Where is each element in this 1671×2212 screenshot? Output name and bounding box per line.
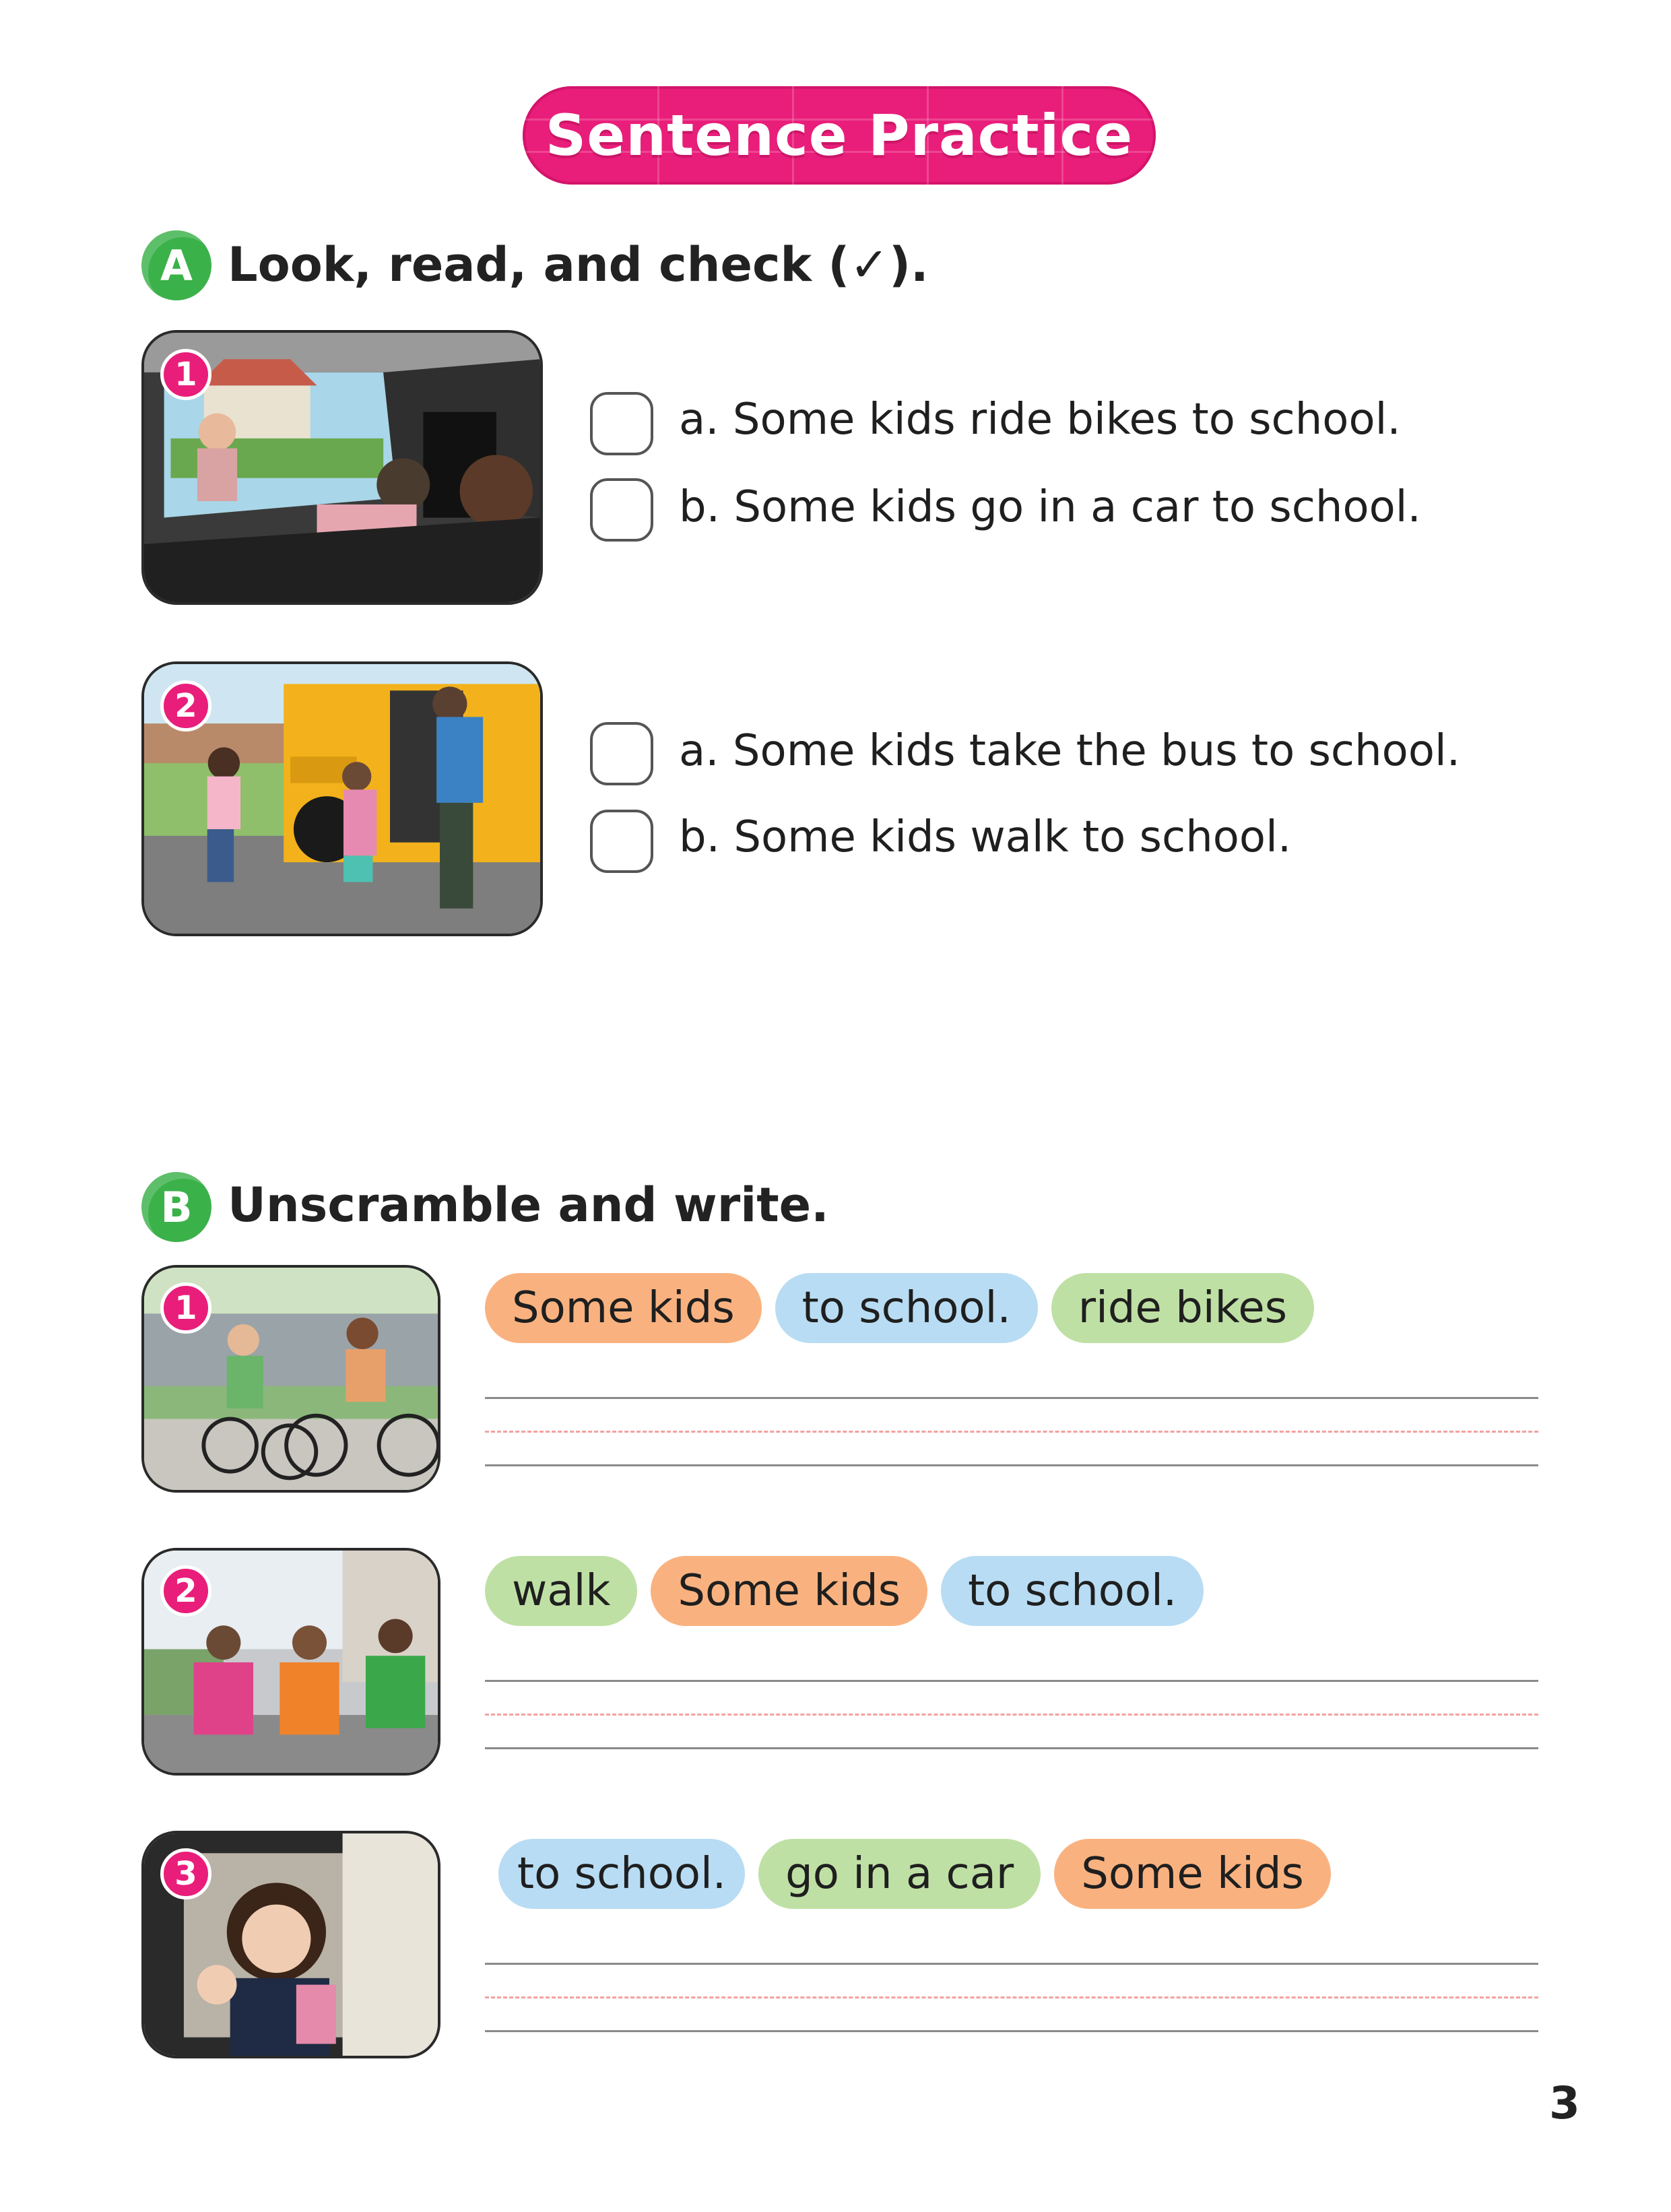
option-text: a. Some kids ride bikes to school. bbox=[679, 395, 1401, 445]
option-text: b. Some kids walk to school. bbox=[679, 812, 1292, 862]
writing-lines[interactable] bbox=[485, 1680, 1538, 1750]
word-chip[interactable]: go in a car bbox=[758, 1839, 1041, 1909]
word-chip[interactable]: Some kids bbox=[1054, 1839, 1331, 1909]
item-number-badge: 3 bbox=[160, 1848, 211, 1899]
title-banner bbox=[523, 86, 1156, 185]
word-chip[interactable]: ride bikes bbox=[1051, 1273, 1314, 1343]
writing-lines[interactable] bbox=[485, 1963, 1538, 2033]
option-checkbox[interactable] bbox=[590, 810, 653, 873]
item-number-badge: 2 bbox=[160, 1565, 211, 1617]
section-b-instruction: Unscramble and write. bbox=[228, 1177, 829, 1233]
word-chip-row bbox=[485, 1556, 1204, 1626]
writing-lines[interactable] bbox=[485, 1397, 1538, 1467]
item-number-badge: 2 bbox=[160, 680, 211, 731]
word-chip-row bbox=[485, 1273, 1314, 1343]
option-text: a. Some kids take the bus to school. bbox=[679, 726, 1461, 776]
word-chip[interactable]: to school. bbox=[775, 1273, 1038, 1343]
option-checkbox[interactable] bbox=[590, 478, 653, 542]
item-number-badge: 1 bbox=[160, 1282, 211, 1334]
word-chip[interactable]: Some kids bbox=[651, 1556, 927, 1626]
word-chip[interactable]: to school. bbox=[941, 1556, 1204, 1626]
word-chip[interactable]: walk bbox=[485, 1556, 637, 1626]
word-chip[interactable]: Some kids bbox=[485, 1273, 762, 1343]
option-checkbox[interactable] bbox=[590, 722, 653, 785]
option-text: b. Some kids go in a car to school. bbox=[679, 482, 1421, 532]
item-number-badge: 1 bbox=[160, 349, 211, 400]
section-a-instruction: Look, read, and check (✓). bbox=[228, 237, 929, 292]
word-chip[interactable]: to school. bbox=[498, 1839, 745, 1909]
word-chip-row bbox=[498, 1839, 1331, 1909]
section-a-badge: A bbox=[141, 230, 211, 300]
page-title: Sentence Practice bbox=[545, 102, 1134, 168]
section-b-badge: B bbox=[141, 1172, 211, 1242]
page-number: 3 bbox=[1549, 2077, 1580, 2129]
option-checkbox[interactable] bbox=[590, 392, 653, 455]
